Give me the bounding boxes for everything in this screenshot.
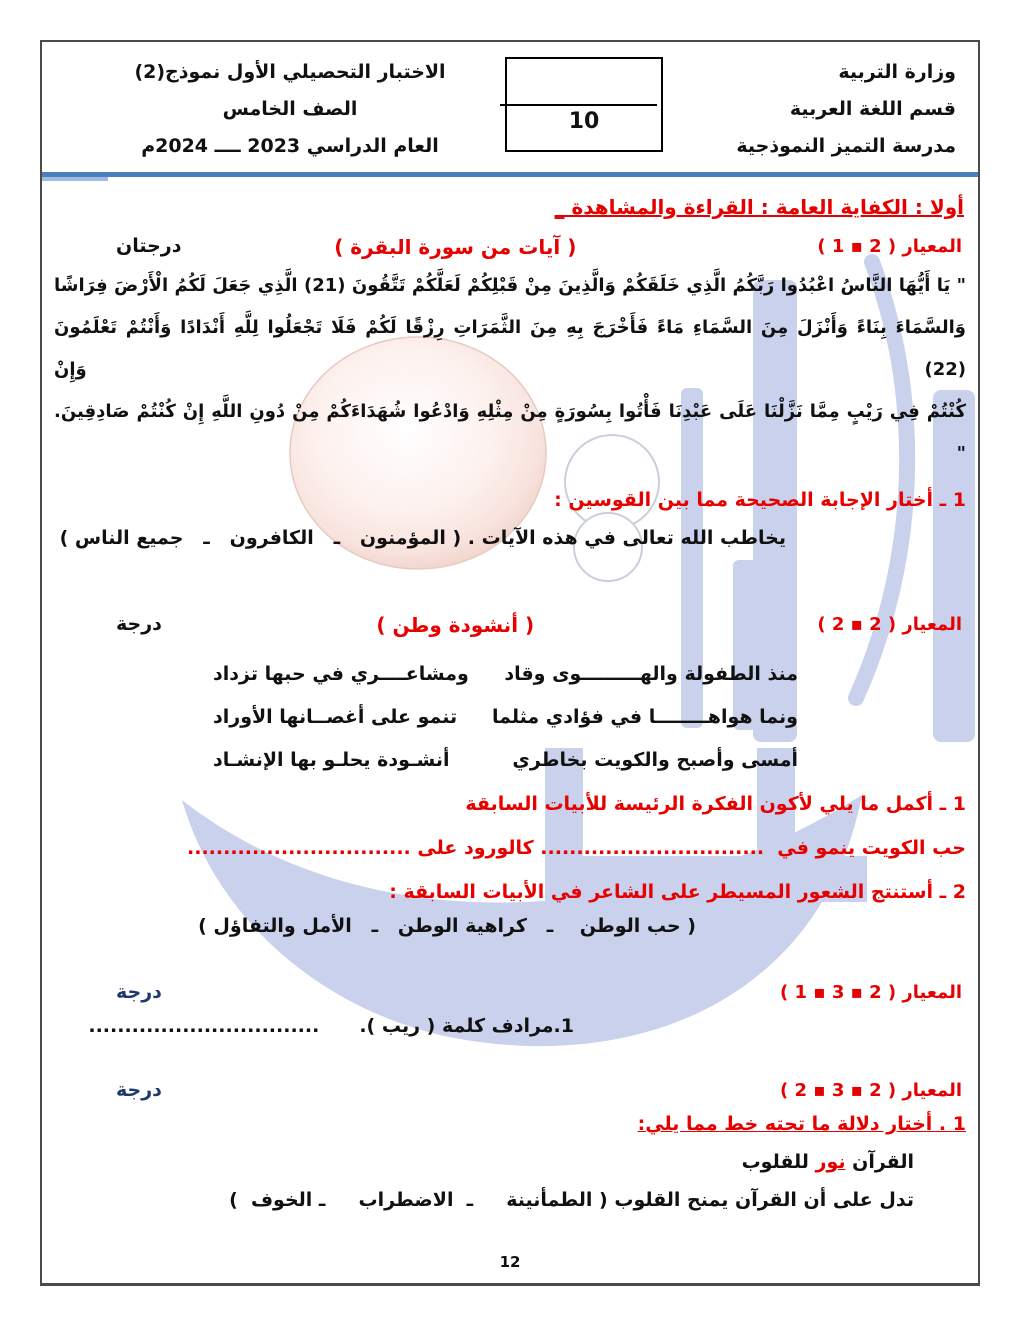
standard-row-1 [54, 235, 966, 257]
marks-label-4: درجة [116, 1079, 162, 1101]
quran-line: وَالسَّمَاءَ بِنَاءً وَأَنْزَلَ مِنَ السَّمَاءِ مَاءً فَأَخْرَجَ بِهِ مِنَ الثَّمَرَاتِ رِزْقًا لَكُمْ فَلَا تَجْعَلُوا لِلَّهِ أَنْدَادًا وَأَنْتُمْ تَعْلَمُونَ (22) وَإِنْ [54, 317, 966, 380]
hemistich-first: منذ الطفولة والهـــــــــوى وقاد [504, 663, 798, 685]
grade-level: الصف الخامس [222, 98, 358, 120]
ministry-name: وزارة التربية [838, 61, 956, 83]
connotation-options: تدل على أن القرآن يمنح القلوب ( الطمأنينة ـ الاضطراب ـ الخوف ) [229, 1189, 914, 1211]
standard-label-4: المعيار ( 2 ▪ 3 ▪ 2 ) [780, 1080, 962, 1101]
connotation-question-prompt: 1 . أختار دلالة ما تحته خط مما يلي: [637, 1113, 966, 1135]
passage-title-2: ( أنشودة وطن ) [376, 613, 535, 637]
exam-title: الاختبار التحصيلي الأول نموذج(2) [134, 61, 446, 83]
score-divider-line [500, 104, 657, 106]
poem-question-2-options: ( حب الوطن ـ كراهية الوطن ـ الأمل والتفاؤل ) [198, 915, 696, 937]
exam-sheet-border [40, 40, 980, 1286]
standard-label-3: المعيار ( 2 ▪ 3 ▪ 1 ) [780, 982, 962, 1003]
question-1-prompt: 1 ـ أختار الإجابة الصحيحة مما بين القوسين : [554, 489, 966, 511]
hemistich-first: أمسى وأصبح والكويت بخاطري [512, 749, 798, 771]
marks-label-2: درجة [116, 613, 162, 635]
page-number: 12 [499, 1253, 521, 1271]
standard-label-1: المعيار ( 2 ▪ 1 ) [817, 236, 962, 257]
quran-passage [54, 265, 966, 475]
standard-row-3 [54, 981, 966, 1003]
hemistich-first: ونما هواهــــــــا في فؤادي مثلما [492, 706, 798, 728]
header-left-column [100, 54, 480, 165]
score-box [505, 57, 663, 152]
standard-row-2 [54, 613, 966, 635]
divider-bar-light [42, 177, 108, 181]
sentence-start: القرآن [845, 1151, 914, 1173]
poem-verse [213, 663, 798, 685]
hemistich-second: ومشاعــــري في حبها تزداد [213, 663, 469, 685]
passage-title-1: ( آيات من سورة البقرة ) [334, 235, 577, 259]
sentence-end: للقلوب [741, 1151, 816, 1173]
poem-question-1-blank: حب الكويت ينمو في ............................... كالورود على ............................... [187, 837, 966, 859]
academic-year: العام الدراسي 2023 ــــ 2024م [141, 135, 439, 157]
connotation-sentence [54, 1151, 966, 1173]
poem-question-1-prompt: 1 ـ أكمل ما يلي لأكون الفكرة الرئيسة للأبيات السابقة [465, 793, 966, 815]
exam-header [42, 42, 978, 170]
synonym-question [54, 1015, 966, 1037]
synonym-answer-blank: ................................ [88, 1015, 320, 1037]
poem-verse [213, 749, 798, 771]
poem-question-2-prompt: 2 ـ أستنتج الشعور المسيطر على الشاعر في الأبيات السابقة : [389, 881, 966, 903]
header-divider [42, 172, 978, 183]
quran-line: كُنْتُمْ فِي رَيْبٍ مِمَّا نَزَّلْنَا عَلَى عَبْدِنَا فَأْتُوا بِسُورَةٍ مِنْ مِثْلِهِ وَادْعُوا شُهَدَاءَكُمْ مِنْ دُونِ اللَّهِ إِنْ كُنْتُمْ صَادِقِينَ. " [54, 401, 966, 464]
poem-block [213, 663, 798, 771]
hemistich-second: تنمو على أغصــانها الأوراد [213, 706, 458, 728]
department-name: قسم اللغة العربية [789, 98, 956, 120]
marks-label-1: درجتان [116, 235, 182, 257]
marks-label-3: درجة [116, 981, 162, 1003]
standard-label-2: المعيار ( 2 ▪ 2 ) [817, 614, 962, 635]
divider-bar [42, 172, 978, 177]
exam-content [42, 183, 978, 1211]
synonym-prompt: 1.مرادف كلمة ( ريب ). [359, 1015, 574, 1037]
hemistich-second: أنشـودة يحلـو بها الإنشـاد [213, 749, 450, 771]
question-1-options: يخاطب الله تعالى في هذه الآيات . ( المؤمنون ـ الكافرون ـ جميع الناس ) [59, 527, 786, 549]
quran-line: " يَا أَيُّهَا النَّاسُ اعْبُدُوا رَبَّكُمُ الَّذِي خَلَقَكُمْ وَالَّذِينَ مِنْ قَبْلِكُمْ لَعَلَّكُمْ تَتَّقُونَ (21) الَّذِي جَعَلَ لَكُمُ الْأَرْضَ فِرَاشًا [54, 275, 966, 296]
header-right-column [736, 54, 956, 165]
school-name: مدرسة التميز النموذجية [736, 135, 956, 157]
underlined-word: نور [815, 1151, 846, 1173]
standard-row-4 [54, 1079, 966, 1101]
poem-verse [213, 706, 798, 728]
score-total: 10 [568, 109, 600, 134]
section-title: أولا : الكفاية العامة : القراءة والمشاهدة _ [554, 195, 964, 219]
